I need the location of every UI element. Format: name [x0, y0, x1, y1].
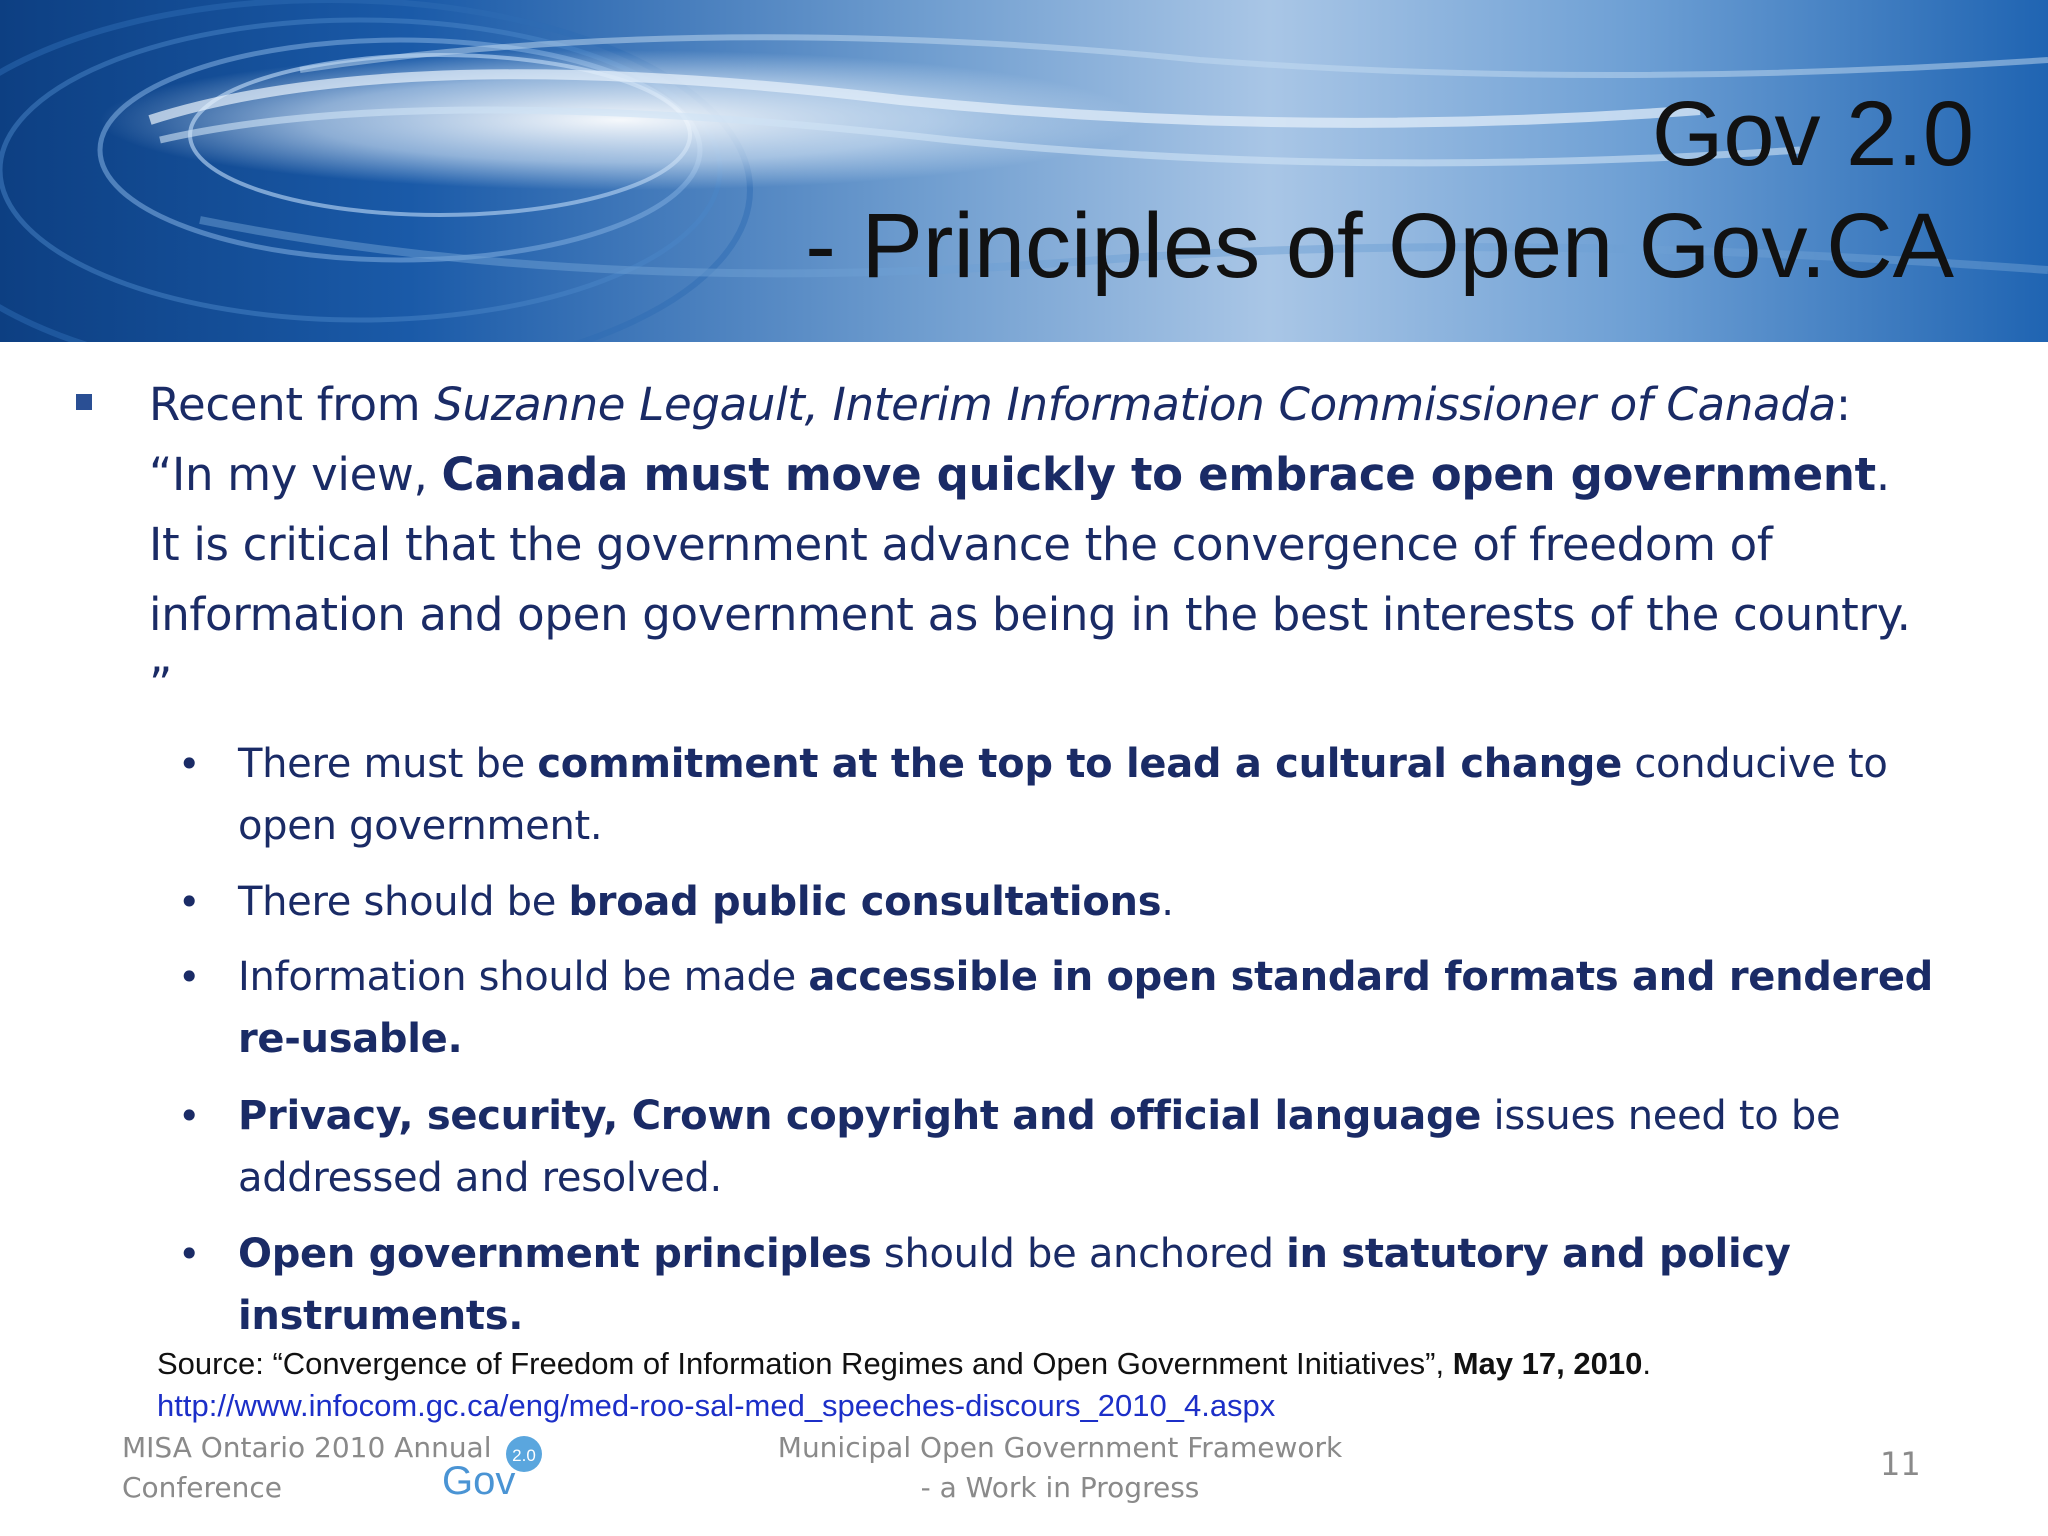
- footer-conference: [122, 1428, 492, 1508]
- item-text: Information should be made: [238, 954, 809, 1000]
- gov-logo-icon: [440, 1432, 550, 1504]
- lead-text: Recent from: [149, 378, 435, 431]
- source-suffix: .: [1642, 1346, 1651, 1381]
- item-emphasis: Open government principles: [238, 1231, 872, 1277]
- item-text-rest: issues need to be addressed and resolved.: [238, 1093, 1841, 1201]
- quote-rest: . It is critical that the government advance the convergence of freedom of information and open government as being in the best interests of the country. ”: [149, 448, 1911, 711]
- item-text: There must be: [238, 741, 538, 787]
- main-paragraph: [149, 370, 1929, 720]
- author-name: Suzanne Legault, Interim Information Commissioner of Canada: [434, 378, 1836, 431]
- slide-title-line1: Gov 2.0: [1651, 83, 1974, 185]
- item-text-rest: .: [1161, 879, 1174, 925]
- source-prefix: Source: “Convergence of Freedom of Information Regimes and Open Government Initiatives”,: [157, 1346, 1453, 1381]
- bullet-dot-icon: •: [178, 742, 201, 786]
- item-emphasis: commitment at the top to lead a cultural change: [537, 741, 1622, 787]
- quote-emphasis: Canada must move quickly to embrace open government: [441, 448, 1876, 501]
- bullet-dot-icon: •: [178, 955, 201, 999]
- item-emphasis: accessible in open standard formats and rendered re-usable.: [238, 954, 1933, 1062]
- footer-center-line1: Municipal Open Government Framework: [777, 1431, 1343, 1464]
- item-emphasis: broad public consultations: [568, 879, 1162, 925]
- slide-title-line2: - Principles of Open Gov.CA: [805, 195, 1954, 297]
- svg-text:2.0: 2.0: [512, 1446, 536, 1465]
- source-link[interactable]: http://www.infocom.gc.ca/eng/med-roo-sal-med_speeches-discours_2010_4.aspx: [157, 1388, 1276, 1423]
- svg-text:Gov: Gov: [442, 1459, 516, 1503]
- page-number: 11: [1880, 1445, 1921, 1483]
- square-bullet-icon: [76, 394, 92, 410]
- item-emphasis-2: in statutory and policy instruments.: [238, 1231, 1791, 1339]
- item-text: There should be: [238, 879, 569, 925]
- item-emphasis: Privacy, security, Crown copyright and official language: [238, 1093, 1482, 1139]
- bullet-dot-icon: •: [178, 1232, 201, 1276]
- bullet-dot-icon: •: [178, 880, 201, 924]
- source-citation: [157, 1343, 2037, 1427]
- item-text-rest: conducive to open government.: [238, 741, 1888, 849]
- item-text-rest: should be anchored: [871, 1231, 1287, 1277]
- footer-center-line2: - a Work in Progress: [920, 1471, 1200, 1504]
- footer-left-line1: MISA Ontario 2010 Annual: [122, 1431, 492, 1464]
- colon: :: [1835, 378, 1851, 431]
- source-date: May 17, 2010: [1452, 1346, 1643, 1381]
- footer-framework: [700, 1428, 1420, 1508]
- title-banner: [0, 0, 2048, 342]
- quote-open: “In my view,: [149, 448, 442, 501]
- bullet-dot-icon: •: [178, 1094, 201, 1138]
- footer-left-line2: Conference: [122, 1471, 283, 1504]
